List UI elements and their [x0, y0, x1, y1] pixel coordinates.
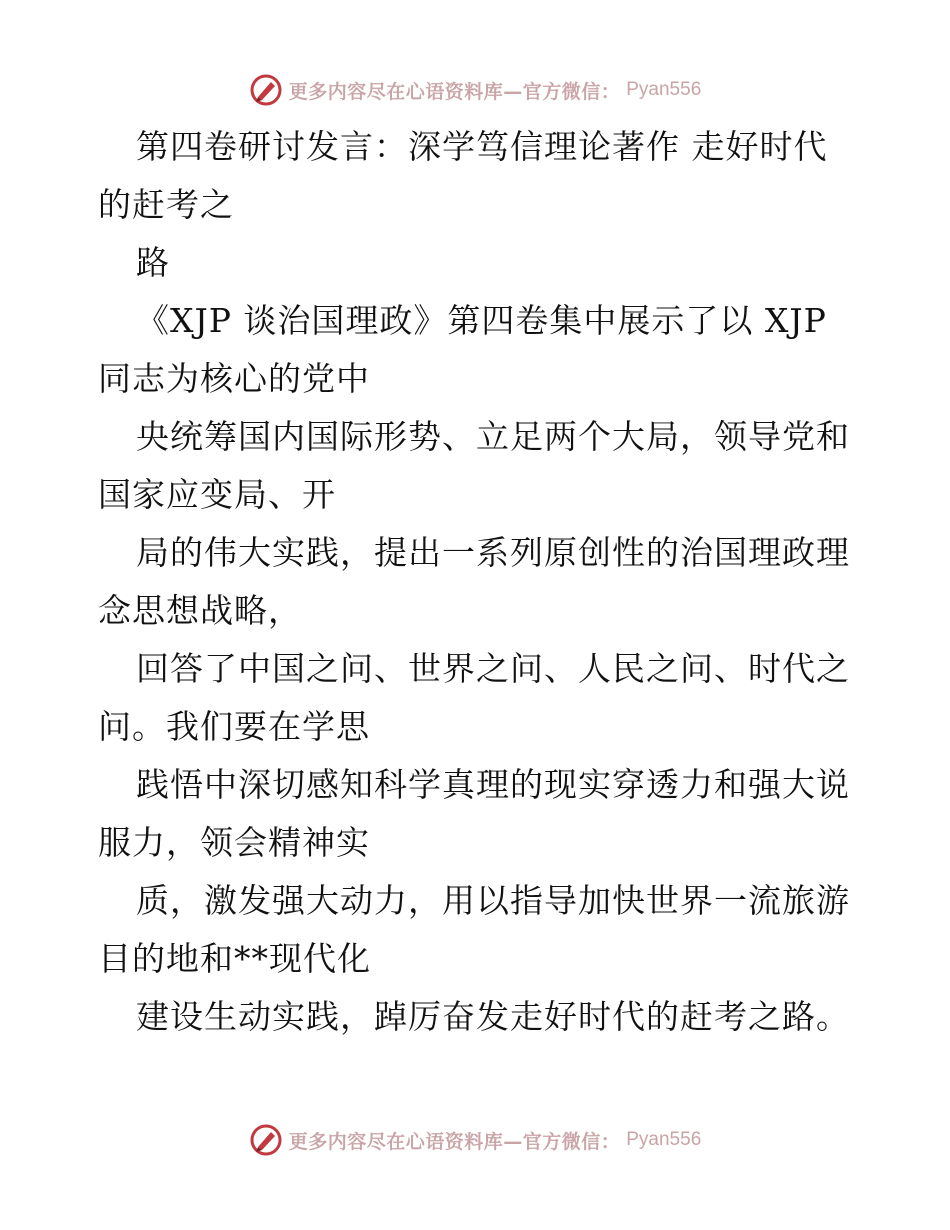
body-line: 央统筹国内国际形势、立足两个大局，领导党和 [136, 417, 850, 456]
watermark-text: 更多内容尽在心语资料库—官方微信： [288, 80, 621, 103]
body-line: 同志为核心的党中 [98, 359, 370, 398]
watermark-id: Pyan556 [626, 79, 702, 100]
body-line: 目的地和**现代化 [98, 939, 371, 978]
title-line: 的赶考之 [98, 185, 234, 224]
body-line: 念思想战略， [98, 591, 302, 630]
header-watermark [0, 70, 950, 110]
body-line: 建设生动实践，踔厉奋发走好时代的赶考之路。 [136, 997, 850, 1036]
pen-logo-icon [249, 1123, 283, 1157]
title-line: 第四卷研讨发言：深学笃信理论著作 走好时代 [136, 127, 828, 166]
document-body [98, 118, 858, 1046]
footer-watermark [0, 1120, 950, 1160]
title-line: 路 [136, 243, 170, 282]
body-line: 问。我们要在学思 [98, 707, 370, 746]
body-line: 服力，领会精神实 [98, 823, 370, 862]
body-line: 《XJP 谈治国理政》第四卷集中展示了以 XJP [136, 301, 827, 340]
watermark-text: 更多内容尽在心语资料库—官方微信： [288, 1130, 621, 1153]
body-line: 局的伟大实践，提出一系列原创性的治国理政理 [136, 533, 850, 572]
body-line: 践悟中深切感知科学真理的现实穿透力和强大说 [136, 765, 850, 804]
body-line: 国家应变局、开 [98, 475, 336, 514]
body-line: 质，激发强大动力，用以指导加快世界一流旅游 [136, 881, 850, 920]
body-line: 回答了中国之问、世界之问、人民之问、时代之 [136, 649, 850, 688]
watermark-id: Pyan556 [626, 1129, 702, 1150]
pen-logo-icon [249, 73, 283, 107]
